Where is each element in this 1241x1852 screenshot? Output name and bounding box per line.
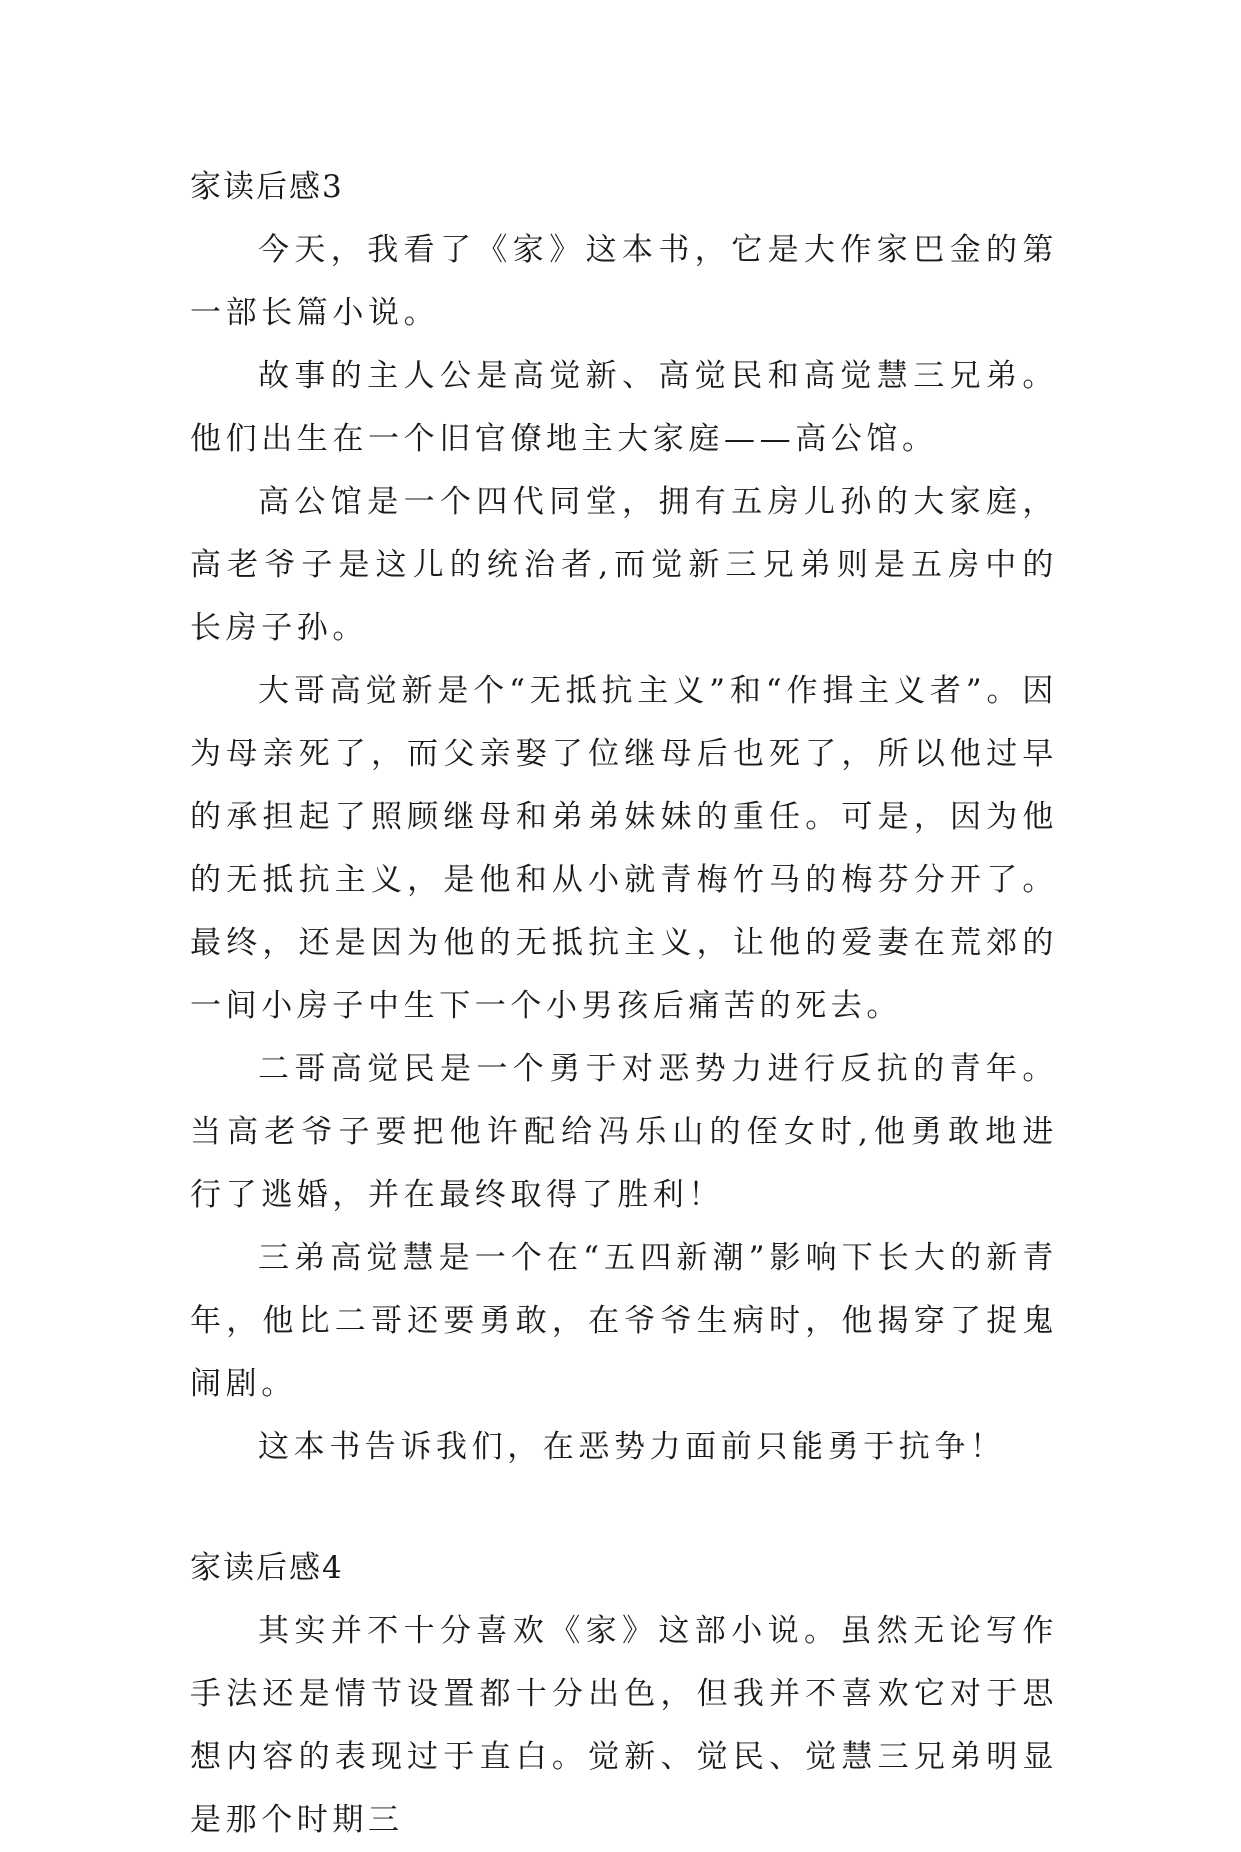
paragraph: 这本书告诉我们，在恶势力面前只能勇于抗争！: [258, 1429, 1006, 1465]
essay-section-4: [190, 1537, 1058, 1852]
section-spacer: [190, 1479, 1058, 1537]
essay-section-3: [190, 156, 1058, 1479]
paragraph: 故事的主人公是高觉新、高觉民和高觉慧三兄弟。他们出生在一个旧官僚地主大家庭——高公馆。: [190, 358, 1058, 457]
section-title: 家读后感3: [190, 169, 344, 205]
paragraph: 大哥高觉新是个“无抵抗主义”和“作揖主义者”。因为母亲死了，而父亲娶了位继母后也死了，所以他过早的承担起了照顾继母和弟弟妹妹的重任。可是，因为他的无抵抗主义，是他和从小就青梅竹马的梅芬分开了。最终，还是因为他的无抵抗主义，让他的爱妻在荒郊的一间小房子中生下一个小男孩后痛苦的死去。: [190, 673, 1058, 1024]
section-title: 家读后感4: [190, 1550, 344, 1586]
document-body: [190, 156, 1058, 1852]
paragraph: 今天，我看了《家》这本书，它是大作家巴金的第一部长篇小说。: [190, 232, 1058, 331]
paragraph: 三弟高觉慧是一个在“五四新潮”影响下长大的新青年，他比二哥还要勇敢，在爷爷生病时，他揭穿了捉鬼闹剧。: [190, 1240, 1058, 1402]
paragraph: 其实并不十分喜欢《家》这部小说。虽然无论写作手法还是情节设置都十分出色，但我并不喜欢它对于思想内容的表现过于直白。觉新、觉民、觉慧三兄弟明显是那个时期三: [190, 1613, 1058, 1838]
paragraph: 二哥高觉民是一个勇于对恶势力进行反抗的青年。当高老爷子要把他许配给冯乐山的侄女时,他勇敢地进行了逃婚，并在最终取得了胜利！: [190, 1051, 1058, 1213]
paragraph: 高公馆是一个四代同堂，拥有五房儿孙的大家庭，高老爷子是这儿的统治者,而觉新三兄弟则是五房中的长房子孙。: [190, 484, 1058, 646]
